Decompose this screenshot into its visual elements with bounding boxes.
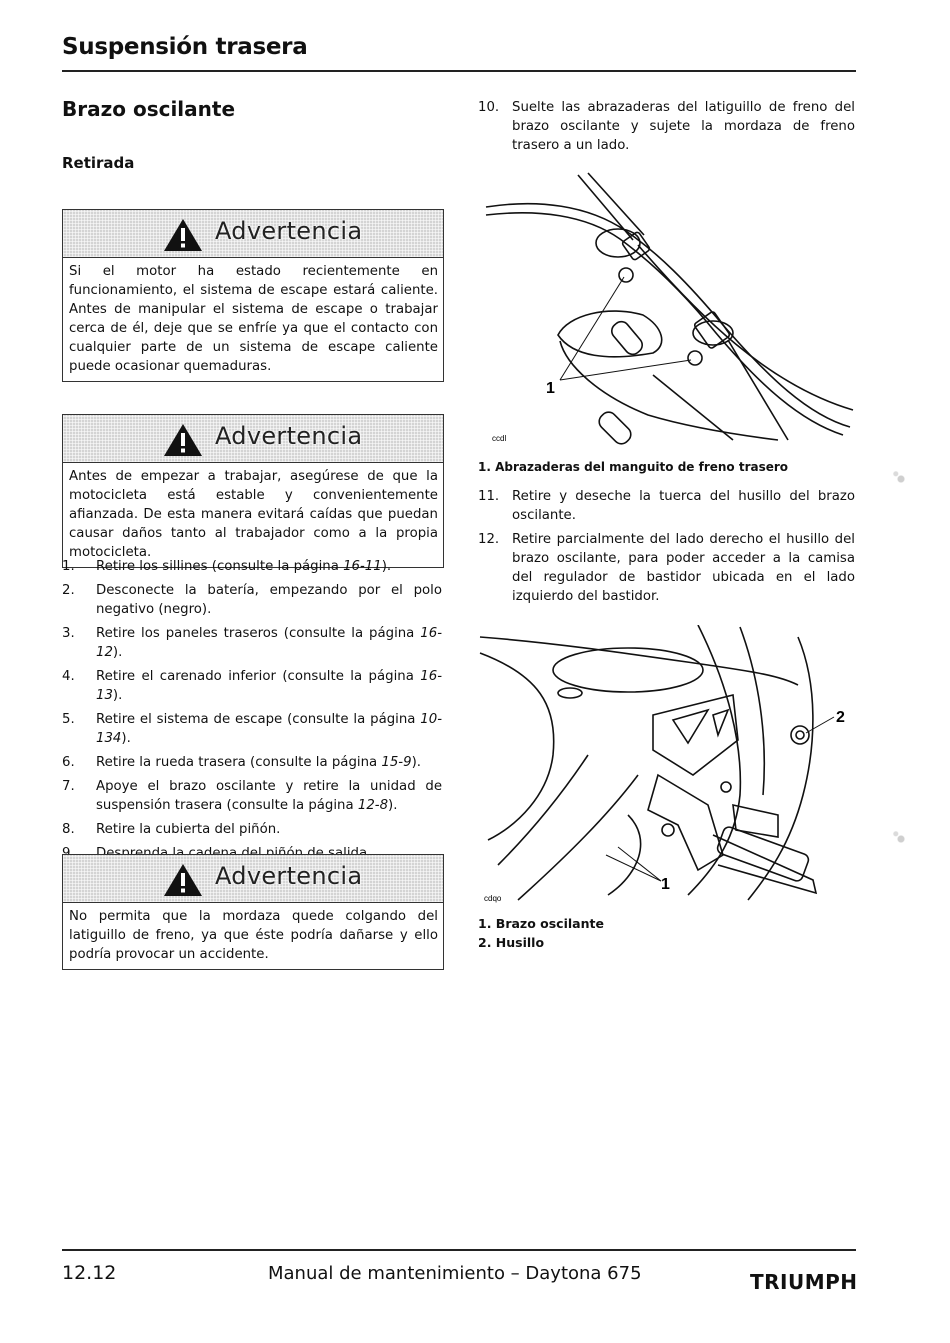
figure-code: cdqo — [484, 894, 502, 903]
list-item: 12. Retire parcialmente del lado derecho el husillo del brazo oscilante, para poder acceder a la camisa del regulador de bastidor ubicada en el lado izquierdo del bastidor. — [478, 532, 855, 604]
figure-brake-hose-clamps — [478, 165, 858, 450]
warning-label: Advertencia — [215, 217, 363, 245]
list-item: 11. Retire y deseche la tuerca del husillo del brazo oscilante. — [478, 489, 855, 523]
warning-header — [63, 415, 443, 463]
warning-triangle-icon — [163, 423, 203, 457]
brand-logo: TRIUMPH — [750, 1270, 858, 1294]
warning-label: Advertencia — [215, 422, 363, 450]
figure-swingarm-spindle — [478, 625, 858, 910]
warning-header — [63, 210, 443, 258]
list-item: 6. Retire la rueda trasera (consulte la página 15-9). — [62, 755, 421, 770]
warning-triangle-icon — [163, 218, 203, 252]
list-item: 10. Suelte las abrazaderas del latiguillo de freno del brazo oscilante y sujete la mordaza de freno trasero a un lado. — [478, 100, 855, 153]
list-item: 1. Retire los sillines (consulte la página 16-11). — [62, 559, 392, 574]
scan-mark — [888, 466, 914, 492]
warning-text: Antes de empezar a trabajar, asegúrese de que la motocicleta está estable y convenientemente afianzada. De esta manera evitará caídas que puedan causar daños tanto al trabajador como a la propia motocicleta. — [69, 469, 438, 560]
header-rule — [62, 70, 856, 72]
figure-caption: 2. Husillo — [478, 935, 545, 950]
callout-label: 2 — [836, 709, 845, 726]
warning-box — [62, 209, 444, 382]
footer-title: Manual de mantenimiento – Daytona 675 — [268, 1263, 642, 1284]
steps-list-right — [478, 487, 855, 611]
warning-box — [62, 854, 444, 970]
figure-caption: 1. Brazo oscilante — [478, 916, 604, 931]
steps-list-right-top — [478, 98, 855, 160]
subsection-title: Retirada — [62, 154, 135, 172]
list-item: 2. Desconecte la batería, empezando por el polo negativo (negro). — [62, 583, 442, 617]
list-item: 4. Retire el carenado inferior (consulte la página 16-13). — [62, 669, 442, 703]
page-reference: 16-13 — [96, 669, 442, 703]
page-reference: 10-134 — [96, 712, 442, 746]
page-reference: 15-9 — [381, 755, 412, 770]
warning-label: Advertencia — [215, 862, 363, 890]
list-item: 7. Apoye el brazo oscilante y retire la unidad de suspensión trasera (consulte la página 12-8). — [62, 779, 442, 813]
figure-code: ccdl — [492, 434, 507, 443]
warning-text: Si el motor ha estado recientemente en funcionamiento, el sistema de escape estará caliente. Antes de manipular el sistema de escape o trabajar cerca de él, deje que se enfríe ya que el contacto con cualquier parte de un sistema de escape caliente puede ocasionar quemaduras. — [69, 264, 438, 374]
page-reference: 12-8 — [357, 798, 389, 813]
list-item: 5. Retire el sistema de escape (consulte la página 10-134). — [62, 712, 442, 746]
warning-box — [62, 414, 444, 568]
section-title: Brazo oscilante — [62, 97, 236, 121]
list-item: 8. Retire la cubierta del piñón. — [62, 822, 281, 837]
page-reference: 16-12 — [96, 626, 442, 660]
steps-list-left — [62, 557, 442, 868]
warning-header — [63, 855, 443, 903]
figure-caption: 1. Abrazaderas del manguito de freno trasero — [478, 460, 789, 474]
callout-label: 1 — [546, 380, 555, 397]
warning-triangle-icon — [163, 863, 203, 897]
page-reference: 16-11 — [343, 559, 382, 574]
scan-mark — [888, 826, 914, 852]
list-item: 3. Retire los paneles traseros (consulte la página 16-12). — [62, 626, 442, 660]
page-number: 12.12 — [62, 1262, 117, 1284]
page-header-title: Suspensión trasera — [62, 34, 308, 60]
footer-rule — [62, 1249, 856, 1251]
callout-label: 1 — [661, 876, 670, 893]
warning-text: No permita que la mordaza quede colgando del latiguillo de freno, ya que éste podría dañarse y ello podría provocar un accidente. — [69, 909, 438, 962]
